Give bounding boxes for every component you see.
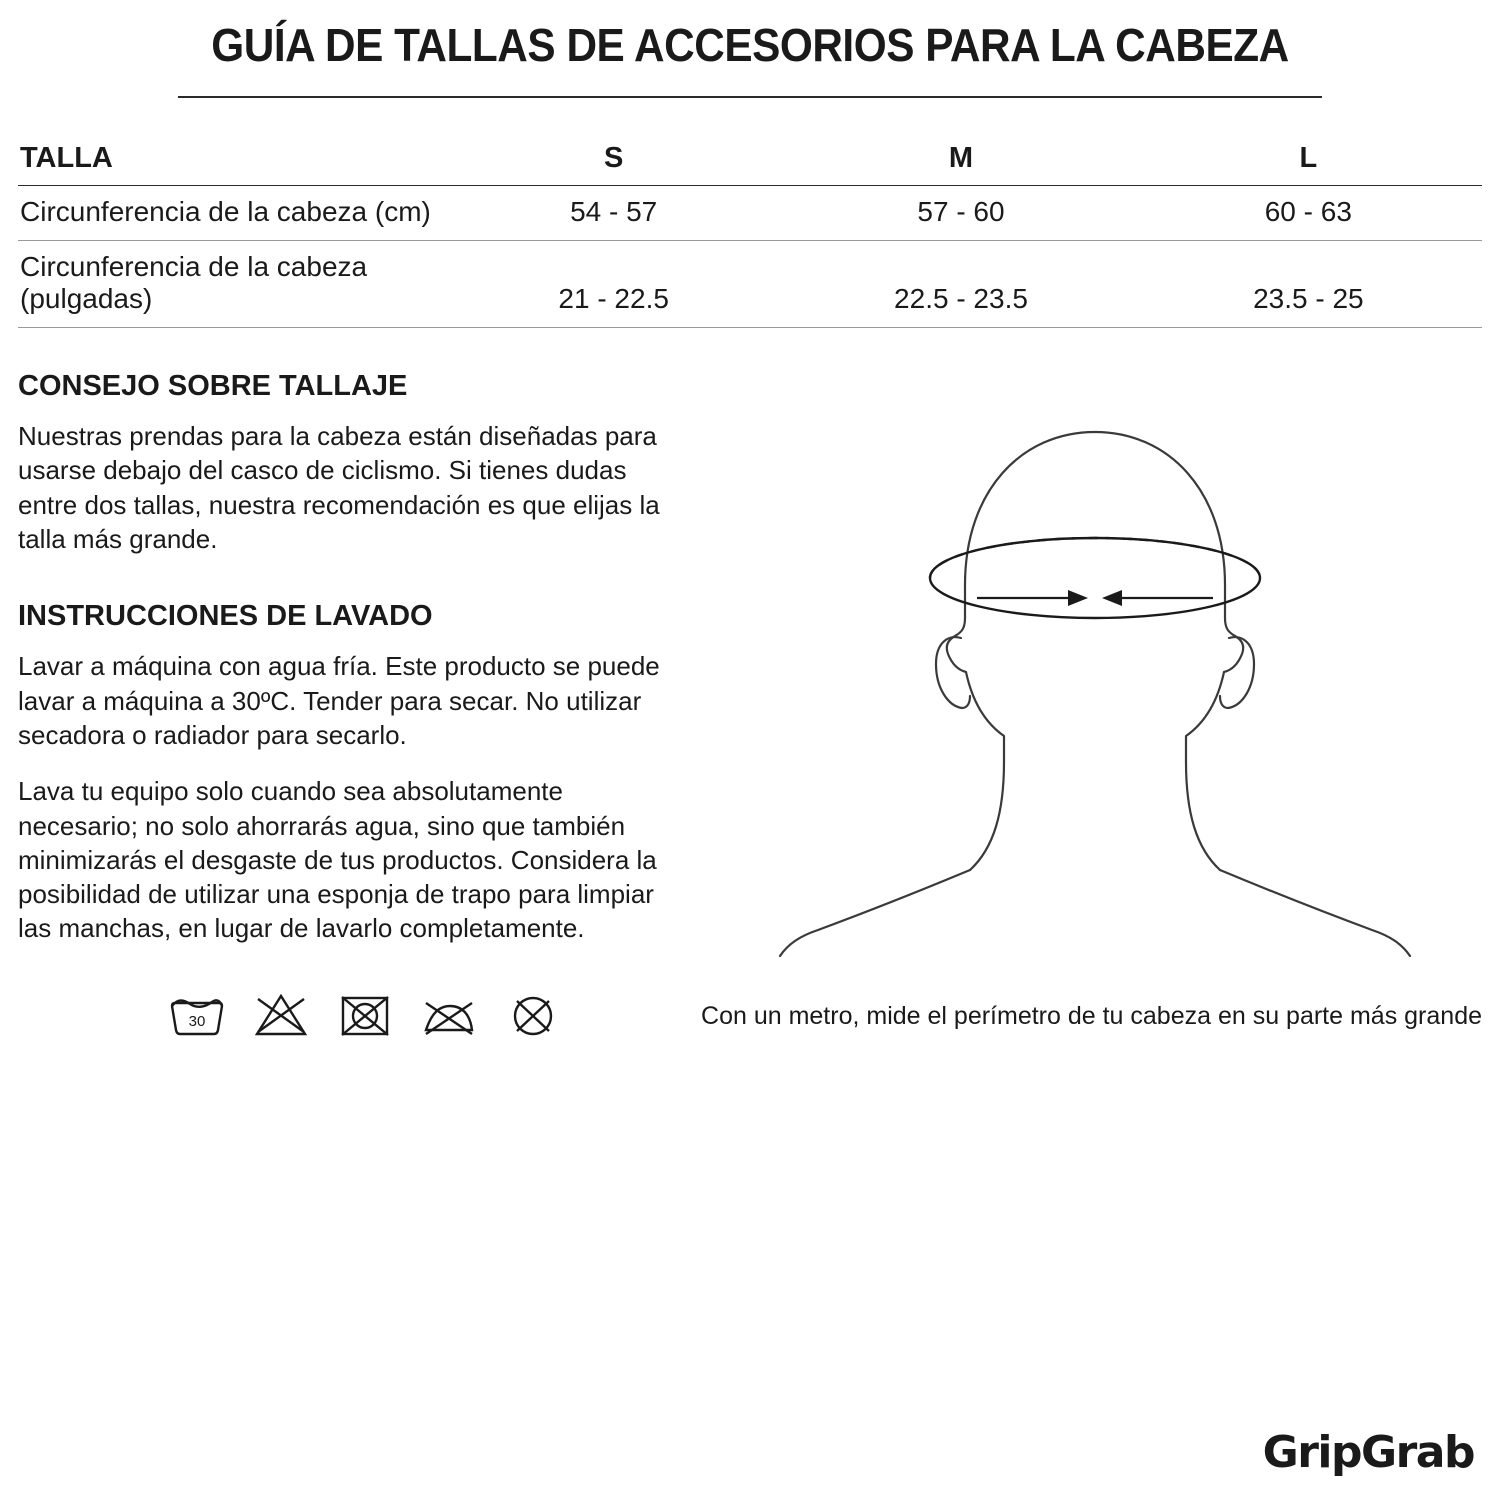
row-label-inches: Circunferencia de la cabeza (pulgadas) — [18, 241, 440, 328]
row-inches-s: 21 - 22.5 — [440, 241, 787, 328]
row-inches-m: 22.5 - 23.5 — [787, 241, 1134, 328]
row-cm-s: 54 - 57 — [440, 186, 787, 241]
body-columns — [18, 370, 1482, 1038]
washing-paragraph-1: Lavar a máquina con agua fría. Este producto se puede lavar a máquina a 30ºC. Tender para secar. No utilizar secadora o radiador para secarlo. — [18, 651, 660, 750]
table-row — [18, 241, 1482, 328]
text-column — [18, 370, 701, 1038]
do-not-tumble-dry-icon — [336, 990, 394, 1038]
machine-wash-30-icon — [168, 990, 226, 1038]
section-heading-washing-instructions: INSTRUCCIONES DE LAVADO — [18, 600, 433, 633]
table-header-m: M — [787, 132, 1134, 186]
row-inches-l: 23.5 - 25 — [1135, 241, 1482, 328]
section-heading-sizing-advice: CONSEJO SOBRE TALLAJE — [18, 370, 408, 402]
brand-logo: GripGrab — [1262, 1427, 1474, 1478]
table-header-row — [18, 132, 1482, 186]
care-symbols — [18, 990, 681, 1038]
page-title: GUÍA DE TALLAS DE ACCESORIOS PARA LA CABEZA — [211, 19, 1289, 71]
svg-text:30: 30 — [188, 1012, 206, 1030]
do-not-dry-clean-icon — [504, 990, 562, 1038]
row-label-cm: Circunferencia de la cabeza (cm) — [18, 186, 440, 241]
title-divider — [178, 96, 1322, 98]
washing-paragraph-2: Lava tu equipo solo cuando sea absolutamente necesario; no solo ahorrarás agua, sino que también minimizarás el desgaste de tus productos. Considera la posibilidad de utilizar una esponja de trapo para limpiar las manchas, en lugar de lavarlo completamente. — [18, 776, 657, 944]
diagram-column — [701, 370, 1482, 1038]
table-header-l: L — [1135, 132, 1482, 186]
table-row — [18, 186, 1482, 241]
size-table — [18, 132, 1482, 328]
table-header-s: S — [440, 132, 787, 186]
head-measurement-diagram — [701, 370, 1482, 990]
diagram-caption: Con un metro, mide el perímetro de tu cabeza en su parte más grande — [701, 1002, 1482, 1030]
do-not-iron-icon — [420, 990, 478, 1038]
row-cm-m: 57 - 60 — [787, 186, 1134, 241]
row-cm-l: 60 - 63 — [1135, 186, 1482, 241]
table-header-size: TALLA — [18, 132, 440, 186]
sizing-advice-paragraph: Nuestras prendas para la cabeza están diseñadas para usarse debajo del casco de ciclismo. Si tienes dudas entre dos tallas, nuestra recomendación es que elijas la talla más grande. — [18, 421, 660, 554]
do-not-bleach-icon — [252, 990, 310, 1038]
